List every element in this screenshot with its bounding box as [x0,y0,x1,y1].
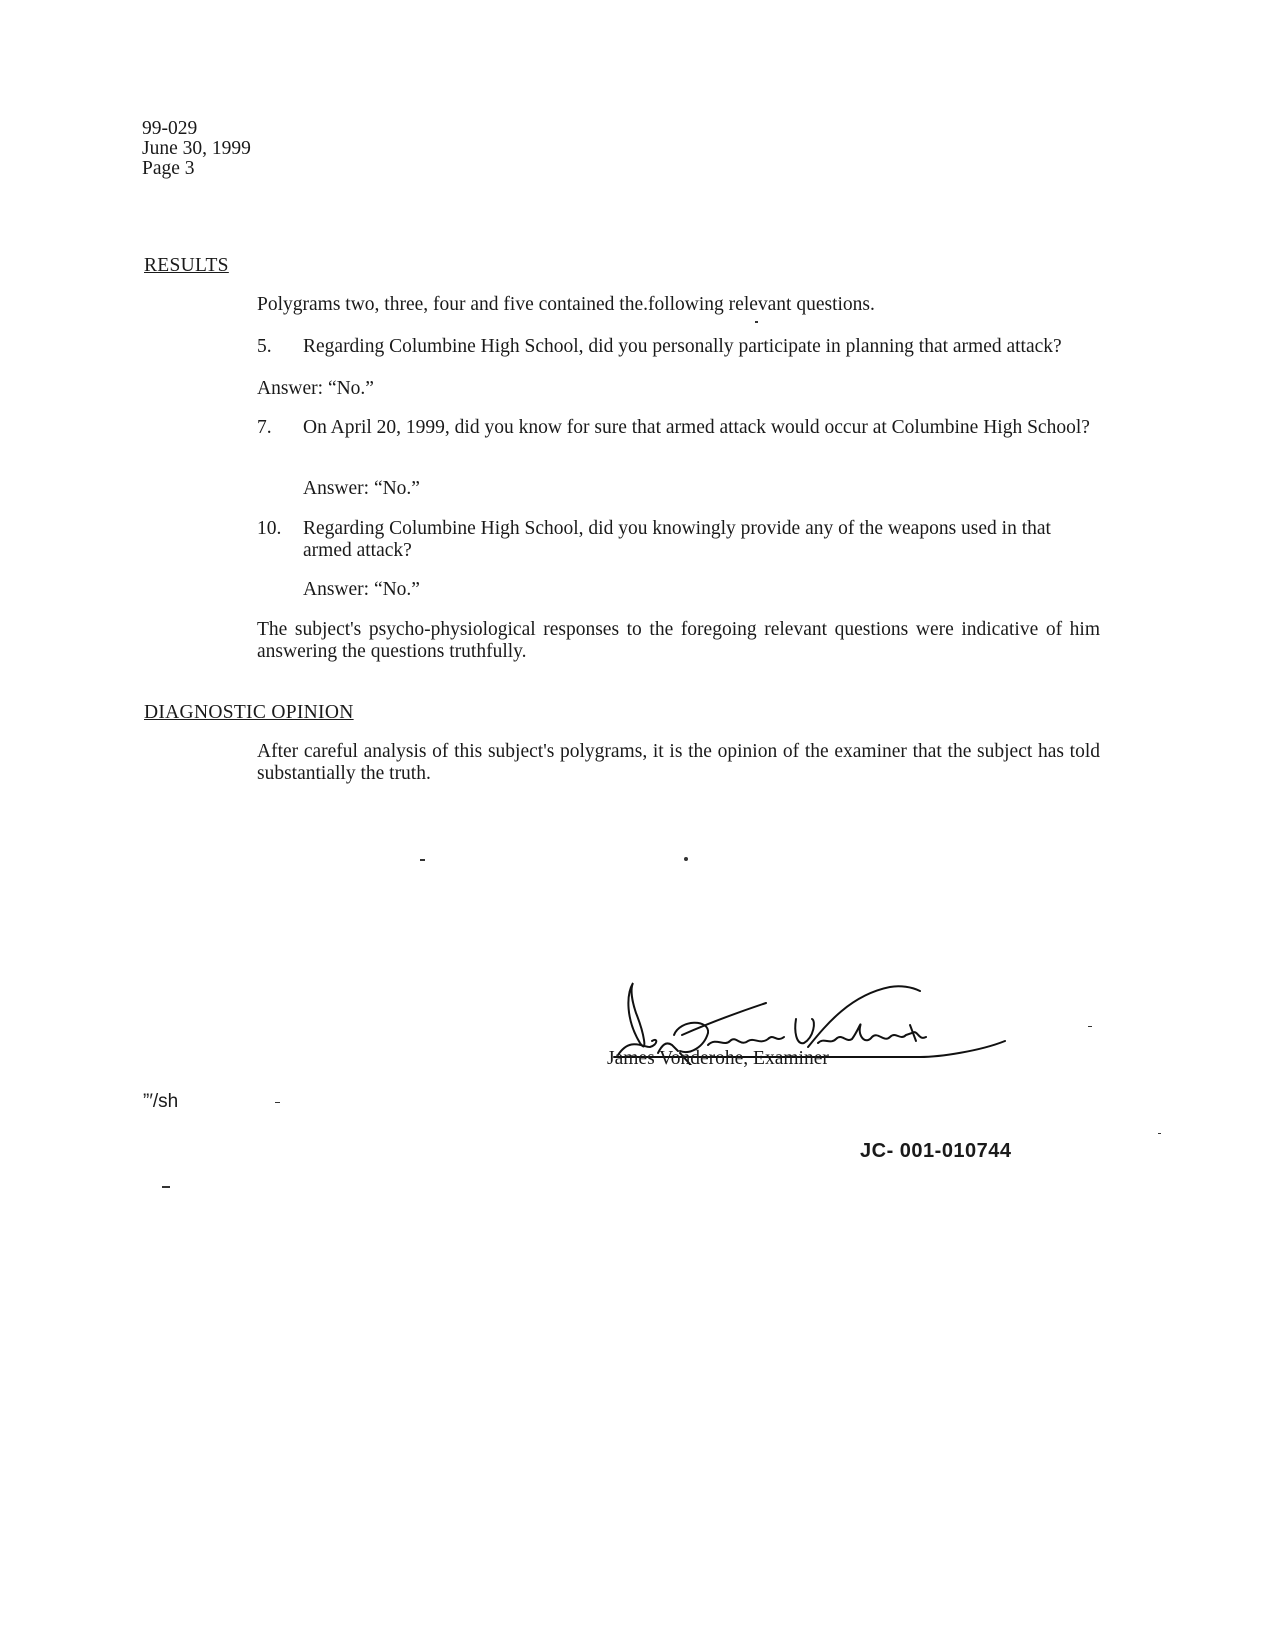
question-answer: Answer: “No.” [303,478,420,499]
question-text: On April 20, 1999, did you know for sure that armed attack would occur at Columbine High School? [303,417,1090,438]
scan-speck [1158,1133,1161,1134]
question-answer: Answer: “No.” [257,378,374,399]
question-number: 5. [257,336,272,357]
results-intro: Polygrams two, three, four and five contained the.following relevant questions. [257,294,875,315]
typist-initials: ”′/sh [143,1091,179,1112]
question-number: 7. [257,417,272,438]
scan-speck [1088,1026,1092,1027]
scan-speck [684,857,688,861]
results-conclusion: The subject's psycho-physiological responses to the foregoing relevant questions were indicative of him answering the questions truthfully. [257,619,1100,662]
document-date: June 30, 1999 [142,138,251,159]
scan-speck [755,321,758,323]
question-text: Regarding Columbine High School, did you personally participate in planning that armed attack? [303,336,1062,357]
results-heading: RESULTS [144,255,229,276]
diagnostic-text: After careful analysis of this subject's polygrams, it is the opinion of the examiner that the subject has told substantially the truth. [257,741,1100,784]
question-text: Regarding Columbine High School, did you knowingly provide any of the weapons used in that armed attack? [303,518,1051,561]
scan-speck [275,1102,280,1103]
question-answer: Answer: “No.” [303,579,420,600]
question-number: 10. [257,518,282,539]
file-number: 99-029 [142,118,198,139]
examiner-name: James Vonderohe, Examiner [607,1048,829,1069]
diagnostic-heading: DIAGNOSTIC OPINION [144,702,354,723]
document-code: JC- 001-010744 [860,1140,1012,1162]
scan-speck [420,859,425,861]
scan-speck [162,1186,170,1188]
page-number: Page 3 [142,158,195,179]
